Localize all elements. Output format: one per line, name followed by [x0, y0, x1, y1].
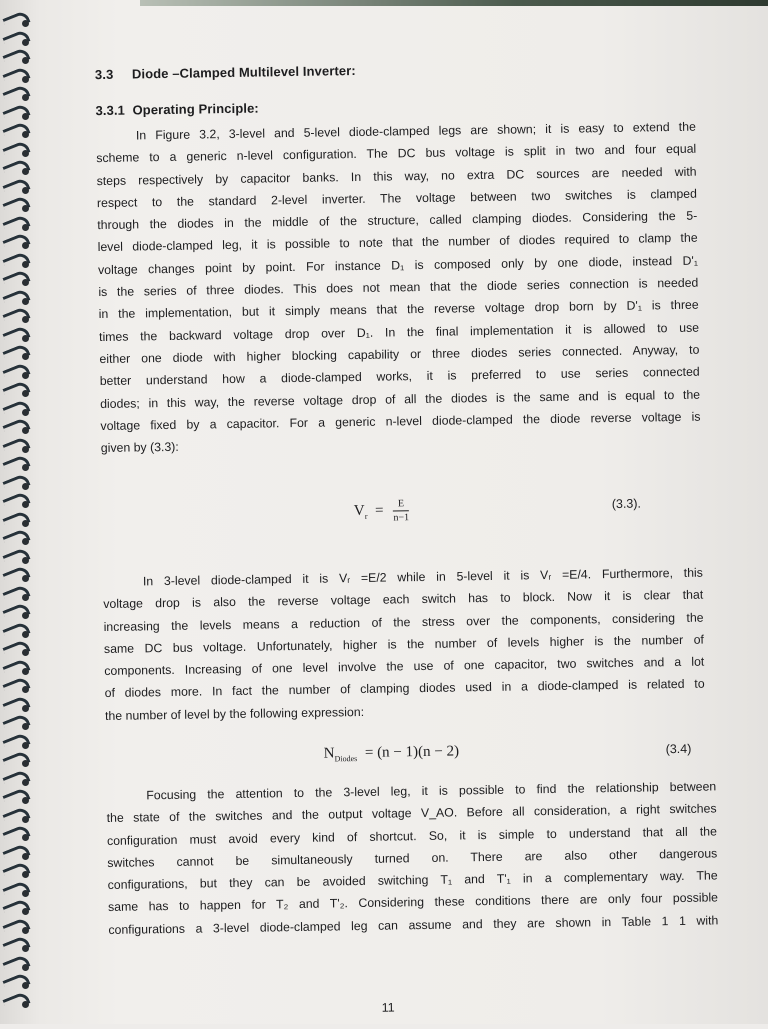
binding-hole [22, 20, 29, 27]
binding-hole [22, 187, 29, 194]
binding-hole [22, 464, 29, 471]
equation-equals: = [374, 502, 384, 519]
equation-number: (3.3). [611, 496, 642, 512]
binding-hole [22, 224, 29, 231]
section-heading [95, 63, 356, 82]
paragraph-1-line: scheme to a generic n-level configuration. The DC bus voltage is split in two and four equal [96, 141, 697, 166]
paragraph-2-line: of diodes more. In fact the number of clamping diodes used in a diode-clamped is related to [104, 677, 705, 701]
binding-hole [22, 982, 29, 989]
binding-hole [22, 779, 29, 786]
binding-hole [22, 760, 29, 767]
paragraph-3-line: Focusing the attention to the 3-level leg, it is possible to find the relationship between [146, 779, 717, 803]
paragraph-3 [106, 775, 718, 941]
binding-hole [22, 686, 29, 693]
binding-hole [22, 168, 29, 175]
equation-3-3 [354, 498, 410, 524]
binding-hole [22, 816, 29, 823]
paragraph-2-line: the number of level by the following expression: [104, 704, 365, 723]
paragraph-3-line: the state of the switches and the output voltage V_AO. Before all consideration, a right switches [106, 801, 717, 826]
paragraph-1-line: either one diode with higher blocking capability or three diodes series connected. Anyway, to [99, 342, 700, 367]
paragraph-2-line: voltage drop is also the reverse voltage each switch has to block. Now it is clear that [103, 587, 704, 612]
section-number: 3.3 [94, 66, 114, 83]
binding-hole [22, 557, 29, 564]
binding-hole [22, 612, 29, 619]
equation-rhs: = (n − 1)(n − 2) [364, 743, 460, 761]
paragraph-1-line: diodes; in this way, the reverse voltage drop of all the diodes is the same and is equal to the [100, 387, 701, 411]
paragraph-2-line: components. Increasing of one level involve the use of one capacitor, two switches and a lot [104, 654, 705, 679]
spiral-binding [0, 0, 40, 1024]
paragraph-1-line: steps respectively by capacitor banks. In this way, no extra DC sources are needed with [96, 164, 697, 188]
paragraph-1-line: In Figure 3.2, 3-level and 5-level diode-clamped legs are shown; it is easy to extend the [135, 119, 696, 143]
binding-hole [22, 483, 29, 490]
binding-hole [22, 39, 29, 46]
equation-lhs: V [353, 502, 365, 520]
paragraph-2-line: increasing the levels means a reduction of the stress over the components, considering the [103, 610, 704, 634]
binding-hole [22, 501, 29, 508]
paragraph-1-line: voltage changes point by point. For instance D₁ is composed only by one diode, instead D'₁ [97, 253, 699, 277]
binding-hole [22, 908, 29, 915]
paragraph-3-line: same has to happen for T₂ and T'₂. Considering these conditions there are only four possible [107, 890, 719, 915]
page-number: 11 [381, 1000, 395, 1015]
subsection-number: 3.3.1 [95, 102, 126, 119]
binding-hole [22, 316, 29, 323]
binding-hole [22, 742, 29, 749]
paragraph-3-line: configurations, but they can be avoided switching T₁ and T'₁ in a complementary way. The [107, 868, 718, 893]
subsection-title: Operating Principle: [132, 100, 259, 118]
equation-3-4 [324, 743, 460, 763]
paragraph-2-line: same DC bus voltage. Unfortunately, higher is the number of levels higher is the number of [103, 632, 705, 656]
equation-lhs: N [323, 745, 335, 762]
binding-hole [22, 427, 29, 434]
subsection-heading [95, 101, 258, 119]
paragraph-1-line: level diode-clamped leg, it is possible to note that the number of diodes required to clamp the [97, 231, 698, 255]
binding-hole [22, 927, 29, 934]
fraction-numerator: E [393, 498, 409, 511]
binding-hole [22, 575, 29, 582]
paragraph-1 [96, 116, 701, 460]
paragraph-2-line: In 3-level diode-clamped it is Vᵣ =E/2 while in 5-level it is Vᵣ =E/4. Furthermore, this [142, 565, 703, 589]
paragraph-2 [103, 562, 705, 727]
binding-hole [22, 446, 29, 453]
binding-hole [22, 261, 29, 268]
binding-hole [22, 594, 29, 601]
binding-hole [22, 520, 29, 527]
paragraph-3-line: configuration must avoid every kind of shortcut. So, it is simple to understand that all the [106, 824, 718, 848]
paragraph-3-line: switches cannot be simultaneously turned on. There are also other dangerous [107, 846, 718, 870]
binding-hole [22, 1001, 29, 1008]
binding-hole [22, 964, 29, 971]
paragraph-1-line: through the diodes in the middle of the structure, called clamping diodes. Considering the 5- [97, 208, 698, 233]
binding-hole [22, 113, 29, 120]
binding-hole [22, 335, 29, 342]
binding-hole [22, 131, 29, 138]
binding-hole [22, 76, 29, 83]
binding-hole [22, 705, 29, 712]
binding-hole [22, 797, 29, 804]
paragraph-3-line: configurations a 3-level diode-clamped leg can assume and they are shown in Table 1 1 with [108, 913, 719, 937]
binding-hole [22, 298, 29, 305]
binding-hole [22, 890, 29, 897]
binding-hole [22, 150, 29, 157]
paragraph-1-line: given by (3.3): [100, 439, 179, 456]
paragraph-1-line: voltage fixed by a capacitor. For a generic n-level diode-clamped the diode reverse voltage is [100, 409, 701, 433]
binding-hole [22, 631, 29, 638]
binding-hole [22, 723, 29, 730]
binding-hole [22, 538, 29, 545]
binding-hole [22, 242, 29, 249]
binding-hole [22, 94, 29, 101]
binding-hole [22, 390, 29, 397]
binding-hole [22, 834, 29, 841]
equation-lhs-subscript: r [364, 511, 368, 521]
paragraph-1-line: better understand how a diode-clamped works, it is preferred to use series connected [99, 364, 700, 389]
binding-hole [22, 668, 29, 675]
binding-hole [22, 57, 29, 64]
binding-hole [22, 945, 29, 952]
equation-number: (3.4) [665, 741, 692, 757]
binding-hole [22, 649, 29, 656]
equation-lhs-subscript: Diodes [334, 754, 358, 764]
binding-hole [22, 279, 29, 286]
paragraph-1-line: is the series of three diodes. This does not mean that the diode series connection is needed [98, 275, 699, 300]
binding-hole [22, 353, 29, 360]
section-title: Diode –Clamped Multilevel Inverter: [131, 62, 356, 82]
binding-hole [22, 205, 29, 212]
paragraph-1-line: respect to the standard 2-level inverter. The voltage between two switches is clamped [96, 186, 698, 210]
binding-hole [22, 871, 29, 878]
fraction-denominator: n−1 [393, 512, 410, 524]
paragraph-1-line: in the implementation, but it simply means that the reverse voltage drop born by D'₁ is three [98, 298, 699, 322]
binding-hole [22, 372, 29, 379]
binding-hole [22, 409, 29, 416]
equation-fraction [393, 498, 409, 523]
paragraph-1-line: times the backward voltage drop over D₁. In the final implementation it is allowed to use [98, 320, 700, 344]
binding-hole [22, 853, 29, 860]
document-page [84, 0, 720, 1029]
